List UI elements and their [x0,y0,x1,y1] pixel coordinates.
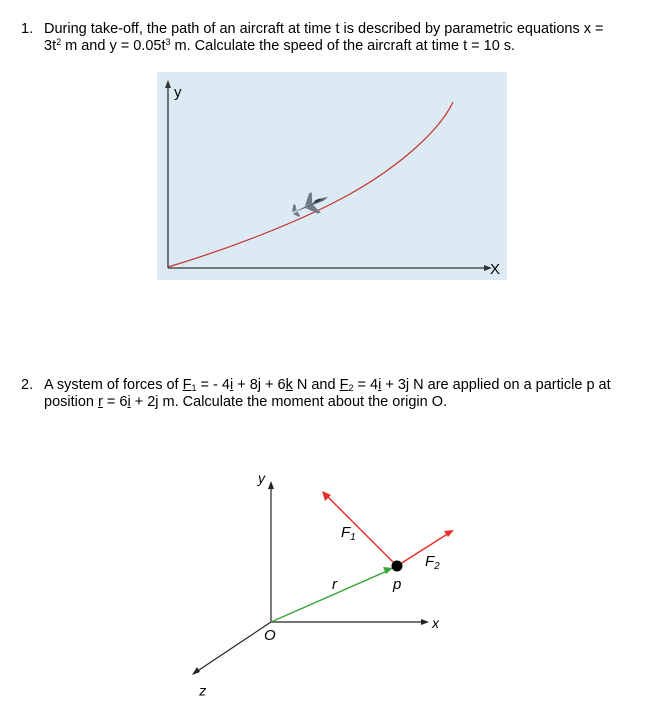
z-axis-3d-arrowhead [192,667,200,675]
y-axis-3d-arrowhead [268,481,274,489]
position-vector-label: r [332,576,337,593]
position-vector-r [271,571,387,622]
position-vector-arrowhead [383,567,393,574]
x-axis-3d-arrowhead [421,619,429,625]
question-1-line-1: During take-off, the path of an aircraft at time t is described by parametric equations x = [44,21,604,37]
origin-label: O [264,627,276,644]
question-2-text [44,377,611,411]
y-axis-label: y [174,84,182,101]
figure-1-background [157,72,507,280]
aircraft-path-figure [0,0,657,340]
x-axis-3d-label: x [432,615,439,631]
question-2-number: 2. [21,377,34,393]
particle-label: p [393,576,402,593]
force-f2-vector [397,533,449,566]
force-f1-label: $F_1$ [341,524,356,543]
question-1-line-2: $3t^2$ m and $y = 0.05t^3$ m. Calculate the speed of the aircraft at time t = 10 s. [44,37,516,54]
z-axis-3d-label: z [199,685,206,701]
particle-point [392,561,403,572]
force-f2-label: $F_2$ [425,553,440,572]
force-diagram-figure [0,440,657,717]
question-2-line-1: A system of forces of $F_1$ = - 4i + 8j + 6k N and $F_2 = 4i + 3j$ N are applied on a particle p at [44,377,611,393]
y-axis-3d-label: y [258,470,265,486]
x-axis-label: X [490,261,501,278]
z-axis-3d [196,622,271,672]
question-2-line-2: position r = 6i + 2j m. Calculate the moment about the origin O. [44,394,448,410]
question-1-number: 1. [21,21,34,37]
force-f1-vector [327,496,397,566]
